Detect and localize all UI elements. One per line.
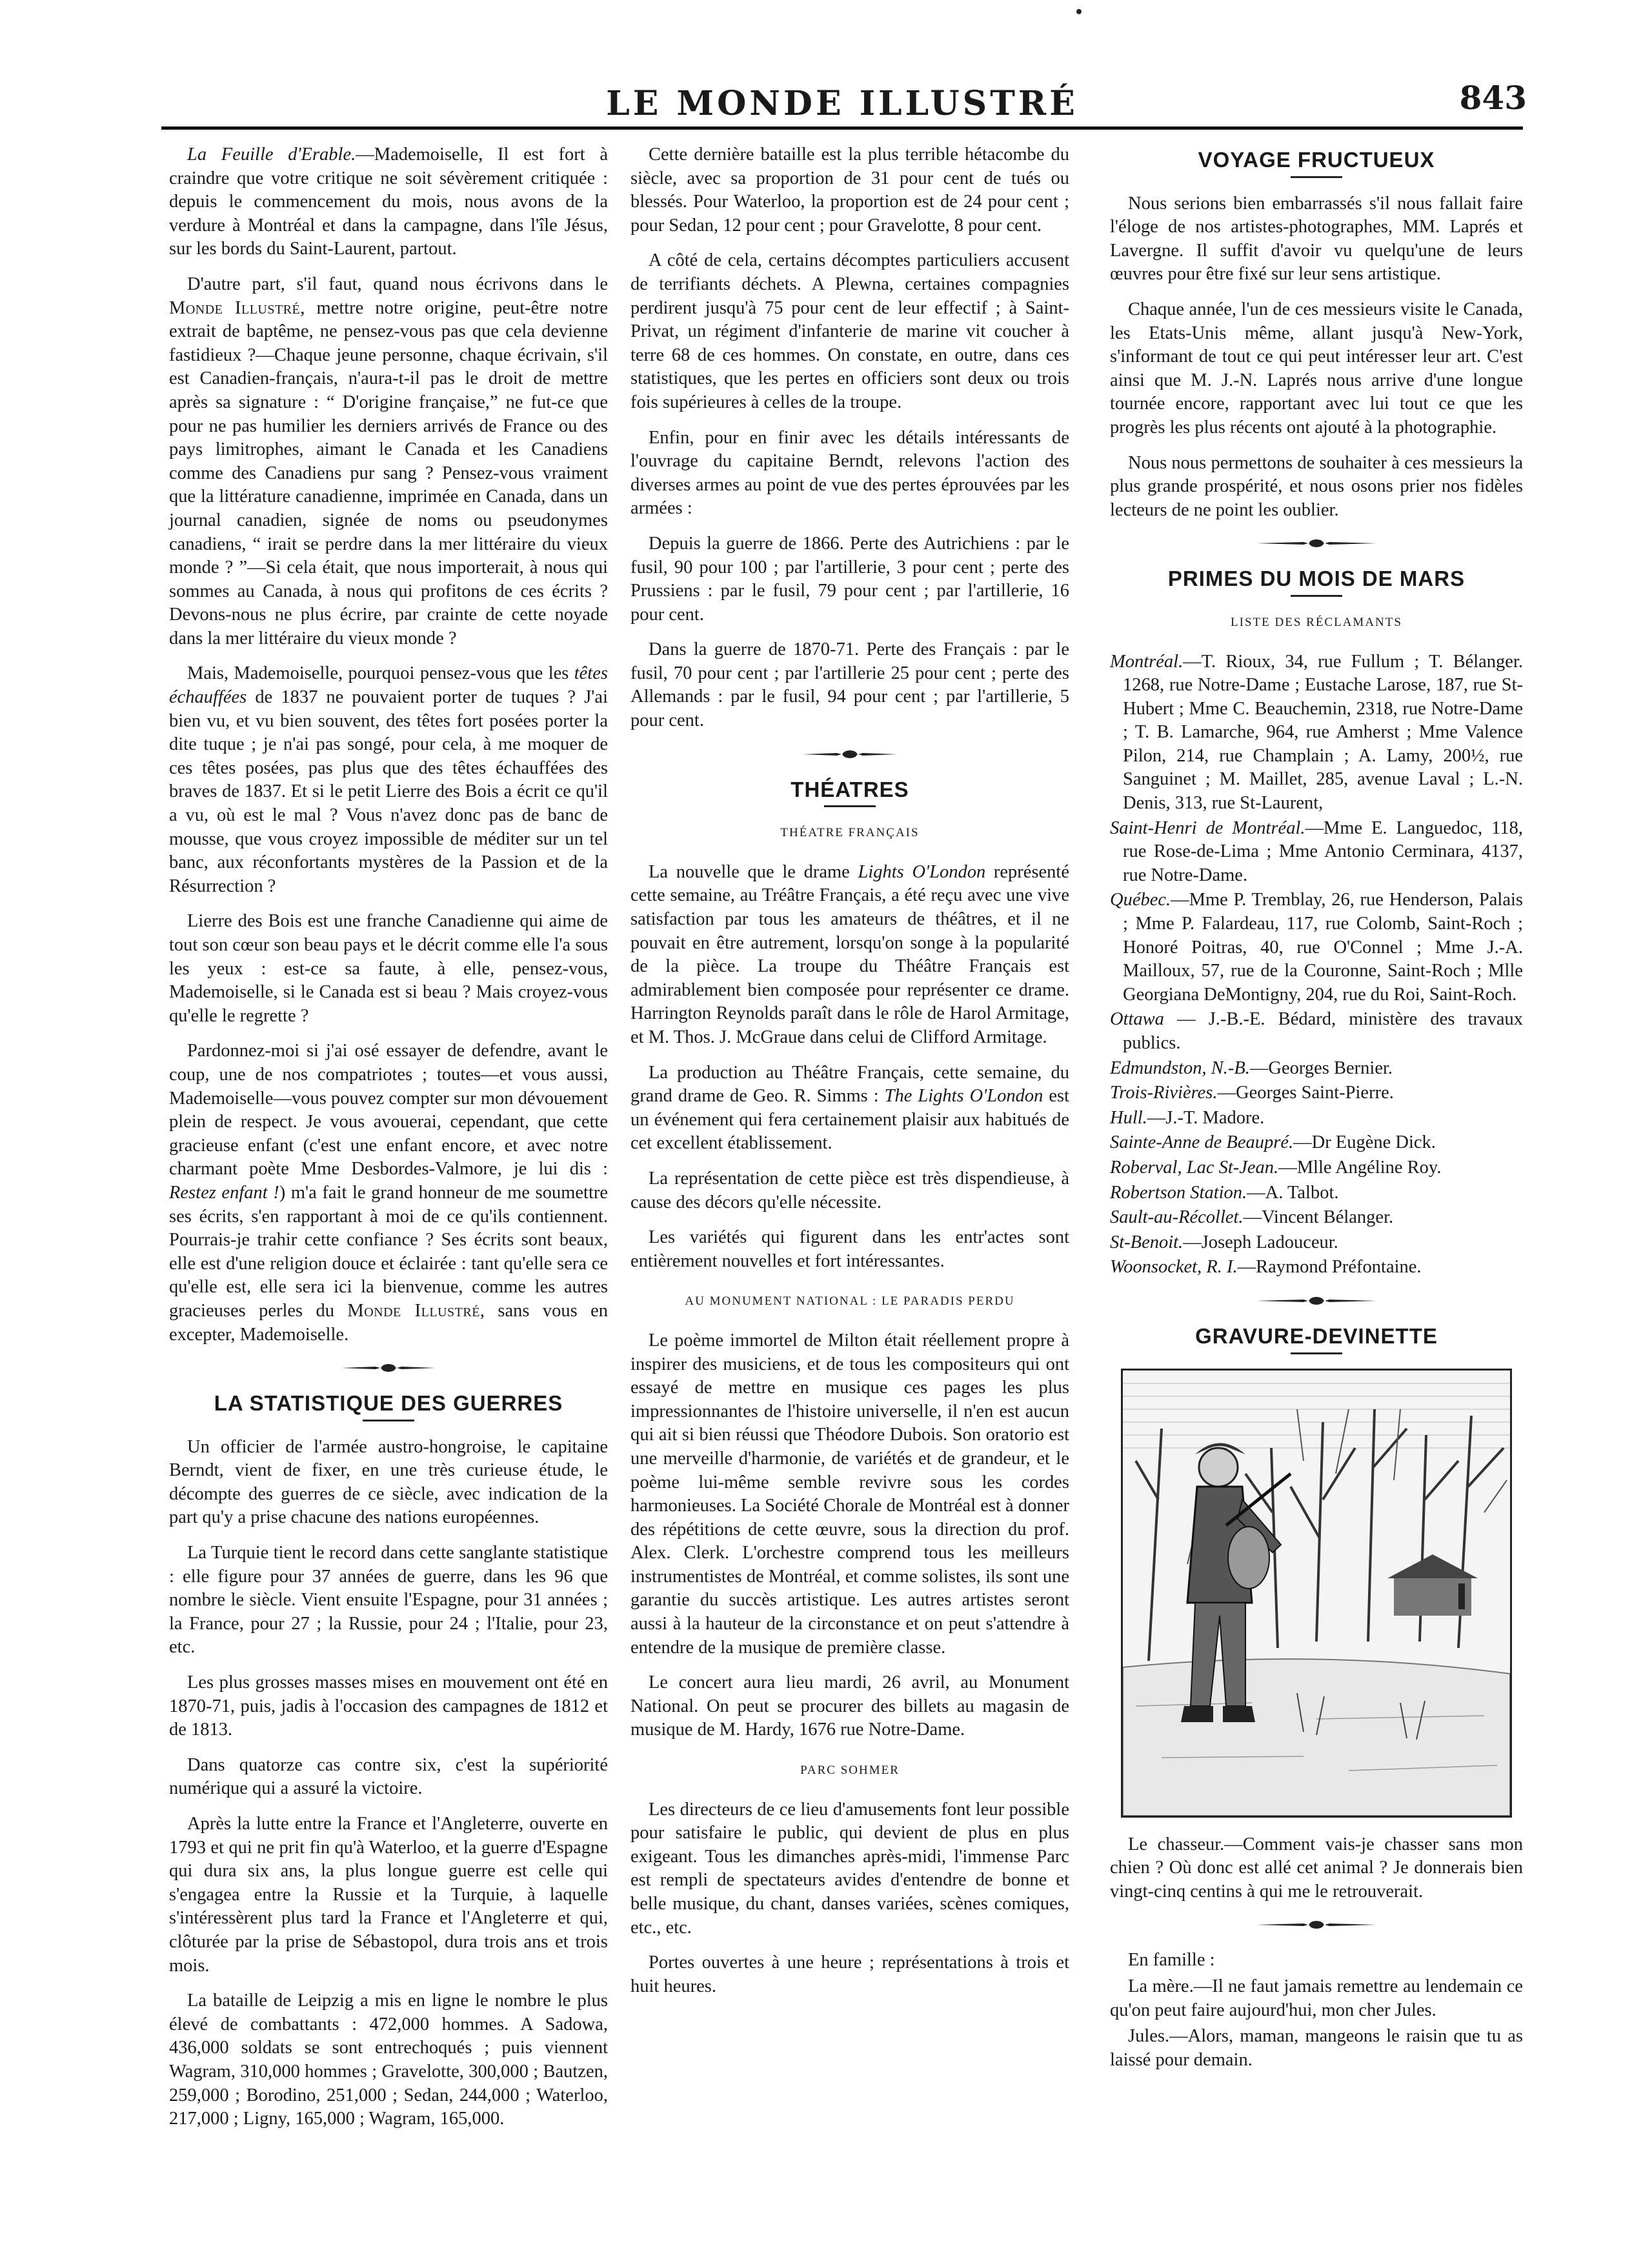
subsection-title: THÉATRE FRANÇAIS <box>780 826 920 840</box>
place-name: Trois-Rivières. <box>1110 1083 1218 1103</box>
page-number: 843 <box>1459 79 1527 117</box>
place-name: Hull. <box>1110 1107 1147 1128</box>
paragraph: Les directeurs de ce lieu d'amusements font leur possible pour satisfaire le public, qui devient de plus en plus exigeant. Tous les dimanches après-midi, l'immense Parc est rempli de spectateurs avides d'entendre de bonne et belle musique, du chant, danses variées, scènes comiques, etc., etc. <box>630 1799 1069 1938</box>
paragraph <box>630 861 1069 1050</box>
paragraph <box>169 662 608 898</box>
paragraph: Chaque année, l'un de ces messieurs visite le Canada, les Etats-Unis même, allant jusqu'à New-York, s'informant de tout ce qui peut intéresser leur art. C'est ainsi que M. J.-N. Laprés nous arrive d'une longue tournée encore, rapportant avec lui tout ce que les progrès les plus récents ont ajouté à la photographie. <box>1110 299 1523 437</box>
newspaper-title: LE MONDE ILLUSTRÉ <box>606 84 1078 123</box>
paragraph <box>169 143 608 261</box>
section-title: PRIMES DU MOIS DE MARS <box>1167 567 1466 591</box>
paragraph: La Turquie tient le record dans cette sanglante statistique : elle figure pour 37 années de guerre, dans les 96 que nombre le siècle. Vient ensuite l'Espagne, pour 31 années ; la France, pour 27 ; la Russie, pour 24 ; l'Italie, pour 23, etc. <box>169 1543 608 1658</box>
place-name: Saint-Henri de Montréal. <box>1110 818 1305 838</box>
text: D'autre part, s'il faut, quand nous écrivons dans le <box>187 274 608 294</box>
ornament-divider <box>1255 539 1378 548</box>
place-name: Woonsocket, R. I. <box>1110 1257 1238 1278</box>
text: représenté cette semaine, au Tréâtre Français, a été reçu avec une vive satisfaction par tous les amateurs de théâtres, et il ne pouvait en être autrement, lorsqu'on songe à la popularité de la pièce. La troupe du Théâtre Français est admirablement bien composée pour représenter ce drame. Harrington Reynolds paraît dans le rôle de Harol Armitage, et M. Thos. J. McGraue dans celui de Clifford Armitage. <box>630 861 1069 1047</box>
masthead <box>161 76 1527 128</box>
list-item <box>1110 1107 1523 1130</box>
title-rule <box>824 805 876 807</box>
list-item <box>1110 1256 1523 1280</box>
ornament-divider <box>340 1363 437 1372</box>
column-1 <box>169 143 608 2143</box>
text: Pardonnez-moi si j'ai osé essayer de defendre, avant le coup, une de nos compatriotes ; toutes—et vous aussi, Mademoiselle—vous pouvez compter sur mon dévouement plein de respect. Je vous avouerai, cependant, que cette gracieuse enfant (c'est une enfant encore, et avec notre charmant poète Mme Desbordes-Valmore, je lui dis : <box>169 1041 608 1180</box>
text: de 1837 ne pouvaient porter de tuques ? J'ai bien vu, et vu bien souvent, des têtes fort posées porter la dite tuque ; je n'ai pas songé, pour cela, à me moquer de ces têtes posées, pas plus que des têtes échauffées des braves de 1837. Et si le petit Lierre des Bois a écrit ce qu'il a vu, où est le mal ? Vous n'avez donc pas de banc de mousse, que vous croyez impossible de méditer sur un tel banc, aux réconfortants mystères de la Passion et de la Résurrection ? <box>169 687 608 896</box>
emphasis: Restez enfant ! <box>169 1182 279 1203</box>
list-item <box>1110 889 1523 1007</box>
text: —Dr Eugène Dick. <box>1293 1132 1436 1153</box>
list-item <box>1110 650 1523 816</box>
text: ) m'a fait le grand honneur de me soumettre ses écrits, s'en rapportant à moi de ce qu'ils contiennent. Pourrais-je trahir cette confiance ? Ses écrits sont beaux, elle est d'une religion douce et éclairée : tant qu'elle sera ce qu'elle est, elle sera ici la bienvenue, comme les autres gracieuses perles du <box>169 1182 609 1321</box>
text: —Georges Saint-Pierre. <box>1217 1083 1394 1103</box>
place-name: Edmundston, N.-B. <box>1110 1058 1250 1078</box>
paragraph: Après la lutte entre la France et l'Angleterre, ouverte en 1793 et qui ne prit fin qu'à Waterloo, et la guerre d'Espagne qui dura six ans, la plus longue guerre est celle qui s'engagea entre la Russie et la Turquie, à laquelle s'intéressèrent plus tard la France et l'Angleterre et qui, clôturée par la prise de Sébastopol, dura trois ans et trois mois. <box>169 1814 608 1976</box>
paragraph: Dans la guerre de 1870-71. Perte des Français : par le fusil, 70 pour cent ; par l'artillerie 25 pour cent ; perte des Allemands : par le fusil, 94 pour cent ; par l'artillerie, 5 pour cent. <box>630 639 1069 731</box>
text: La production au Théâtre Français, cette semaine, du grand drame de Geo. R. Simms : <box>630 1062 1069 1107</box>
text: —J.-T. Madore. <box>1147 1107 1265 1128</box>
column-title: La Feuille d'Erable. <box>187 145 356 165</box>
place-name: Ottawa <box>1110 1009 1164 1030</box>
paragraph: Le concert aura lieu mardi, 26 avril, au Monument National. On peut se procurer des billets au magasin de musique de M. Hardy, 1676 rue Notre-Dame. <box>630 1672 1069 1740</box>
paragraph: Les variétés qui figurent dans les entr'actes sont entièrement nouvelles et fort intéressantes. <box>630 1227 1069 1271</box>
list-item <box>1110 1231 1523 1255</box>
play-title: Lights O'London <box>858 861 986 882</box>
text: —Raymond Préfontaine. <box>1237 1257 1422 1278</box>
subsection-title: LISTE DES RÉCLAMANTS <box>1231 615 1402 629</box>
list-item <box>1110 817 1523 888</box>
text: —A. Talbot. <box>1247 1182 1339 1203</box>
list-item <box>1110 1008 1523 1055</box>
header-rule <box>161 126 1523 130</box>
text: —T. Rioux, 34, rue Fullum ; T. Bélanger. 1268, rue Notre-Dame ; Eustache Larose, 187, rue St-Hubert ; Mme C. Beauchemin, 2318, rue Notre-Dame ; T. B. Lamarche, 964, rue Amherst ; Mme Valence Pilon, 214, rue Champlain ; A. Lamy, 200½, rue Sanguinet ; M. Maillet, 285, avenue Laval ; L.-N. Denis, 313, rue St-Laurent, <box>1123 651 1523 814</box>
ornament-divider <box>801 750 898 759</box>
text: —Vincent Bélanger. <box>1243 1207 1394 1228</box>
list-item <box>1110 1057 1523 1081</box>
place-name: Sault-au-Récollet. <box>1110 1207 1244 1228</box>
place-name: Montréal. <box>1110 651 1184 672</box>
section-title: GRAVURE-DEVINETTE <box>1195 1323 1438 1348</box>
title-rule <box>1291 1352 1342 1354</box>
paragraph: Le poème immortel de Milton était réellement propre à inspirer des musiciens, et de tous les compositeurs qui ont essayé de mettre en musique ces pages les plus impressionnantes de l'histoire universelle, il n'en est aucun qui ait si bien réussi que Théodore Dubois. Son oratorio est une merveille d'harmonie, de variétés et de grandeur, et le poème lui-même semble revivre sous les cordes harmonieuses. La Société Chorale de Montréal est à donner des répétitions de cette œuvre, sous la direction du prof. Alex. Clerk. L'orchestre comprend tous les meilleurs instrumentistes de Montréal, et comme solistes, ils sont une garantie du succès artistique. Les autres artistes seront aussi à la hauteur de la circonstance et on peut s'attendre à entendre de la musique de première classe. <box>630 1330 1069 1658</box>
text: Mais, Mademoiselle, pourquoi pensez-vous que les <box>187 663 574 684</box>
title-rule <box>363 1420 414 1421</box>
paragraph <box>630 1061 1069 1156</box>
subsection-title: AU MONUMENT NATIONAL : LE PARADIS PERDU <box>685 1294 1015 1309</box>
hunter-engraving <box>1121 1369 1512 1818</box>
list-item <box>1110 1181 1523 1205</box>
title-rule <box>1291 595 1342 597</box>
play-title: The Lights O'London <box>884 1086 1043 1107</box>
ornament-divider <box>1255 1920 1378 1929</box>
journal-name: Monde Illustré <box>169 297 301 318</box>
paragraph: En famille : <box>1128 1950 1215 1971</box>
paragraph: Cette dernière bataille est la plus terrible hétacombe du siècle, avec sa proportion de 31 pour cent de tués ou blessés. Pour Waterloo, la proportion est de 24 pour cent ; pour Sedan, 12 pour cent ; pour Gravelotte, 8 pour cent. <box>630 145 1069 236</box>
paragraph: La bataille de Leipzig a mis en ligne le nombre le plus élevé de combattants : 472,000 hommes. A Sadowa, 436,000 soldats se sont entrechoqués ; puis viennent Wagram, 310,000 hommes ; Gravelotte, 300,000 ; Bautzen, 259,000 ; Borodino, 251,000 ; Sedan, 244,000 ; Waterloo, 217,000 ; Ligny, 165,000 ; Wagram, 165,000. <box>169 1991 608 2129</box>
title-rule <box>1291 176 1342 178</box>
paragraph: Nous nous permettons de souhaiter à ces messieurs la plus grande prospérité, et nous osons prier nos fidèles lecteurs de ne point les oublier. <box>1110 452 1523 520</box>
place-name: Sainte-Anne de Beaupré. <box>1110 1132 1294 1153</box>
place-name: Québec. <box>1110 890 1171 910</box>
text: —Mme P. Tremblay, 26, rue Henderson, Palais ; Mme P. Falardeau, 117, rue Colomb, Saint-Roch ; Honoré Poitras, 40, rue O'Connel ; Mme J.-A. Mailloux, 57, rue de la Couronne, Saint-Roch ; Mlle Georgiana DeMontigny, 204, rue du Roi, Saint-Roch. <box>1123 890 1523 1005</box>
paragraph: Lierre des Bois est une franche Canadienne qui aime de tout son cœur son beau pays et le décrit comme elle l'a sous les yeux : est-ce sa faute, à elle, pensez-vous, Mademoiselle, si le Canada est si beau ? Mais croyez-vous qu'elle le regrette ? <box>169 911 608 1026</box>
subsection-title: PARC SOHMER <box>800 1763 900 1778</box>
claimants-list <box>1110 650 1523 1280</box>
section-title: VOYAGE FRUCTUEUX <box>1198 148 1435 172</box>
text: —Mademoiselle, Il est fort à craindre que votre critique ne soit sévèrement critiquée : depuis le commencement du mois, nous avons de la verdure à Montréal et dans la campagne, dans l'île Jésus, sur les bords du Saint-Laurent, partout. <box>169 145 608 259</box>
emphasis: têtes échauffées <box>169 663 608 708</box>
paragraph: Un officier de l'armée austro-hongroise, le capitaine Berndt, vient de fixer, en une très curieuse étude, le décompte des guerres de ce siècle, avec indication de la part qu'y a prise chacune des nations européennes. <box>169 1436 608 1528</box>
list-item <box>1110 1131 1523 1155</box>
column-2 <box>630 143 1069 2010</box>
text: —Mme E. Languedoc, 118, rue Rose-de-Lima ; Mme Antonio Cerminara, 4137, rue Notre-Dame. <box>1123 818 1523 885</box>
section-title: LA STATISTIQUE DES GUERRES <box>214 1391 563 1416</box>
paragraph <box>169 273 608 651</box>
text: , sans vous en excepter, Mademoiselle. <box>169 1300 608 1345</box>
place-name: St-Benoit. <box>1110 1232 1184 1252</box>
text: est un événement qui fera certainement plaisir aux habitués de cet excellent établissement. <box>630 1086 1069 1154</box>
place-name: Robertson Station. <box>1110 1182 1247 1203</box>
journal-name: Monde Illustré <box>347 1300 480 1321</box>
paragraph: Portes ouvertes à une heure ; représentations à trois et huit heures. <box>630 1953 1069 1996</box>
list-item <box>1110 1081 1523 1105</box>
paragraph: Les plus grosses masses mises en mouvement ont été en 1870-71, puis, jadis à l'occasion des campagnes de 1812 et de 1813. <box>169 1672 608 1740</box>
list-item <box>1110 1156 1523 1180</box>
column-3 <box>1110 143 1523 2083</box>
paragraph: Jules.—Alors, maman, mangeons le raisin que tu as laissé pour demain. <box>1110 2026 1523 2070</box>
paragraph <box>169 1039 608 1347</box>
paragraph: La mère.—Il ne faut jamais remettre au lendemain ce qu'on peut faire aujourd'hui, mon cher Jules. <box>1110 1976 1523 2020</box>
paragraph: Dans quatorze cas contre six, c'est la supériorité numérique qui a assuré la victoire. <box>169 1754 608 1799</box>
paragraph: Nous serions bien embarrassés s'il nous fallait faire l'éloge de nos artistes-photographes, MM. Laprés et Lavergne. Il suffit d'avoir vu quelqu'une de leurs œuvres pour être fixé sur leur sens artistique. <box>1110 193 1523 285</box>
paragraph: Le chasseur.—Comment vais-je chasser sans mon chien ? Où donc est allé cet animal ? Je donnerais bien vingt-cinq centins à qui me le retrouverait. <box>1110 1834 1523 1902</box>
paragraph: Enfin, pour en finir avec les détails intéressants de l'ouvrage du capitaine Berndt, relevons l'action des diverses armes au point de vue des pertes éprouvées par les armées : <box>630 427 1069 519</box>
text: —Joseph Ladouceur. <box>1183 1232 1338 1252</box>
text: —Mlle Angéline Roy. <box>1278 1157 1442 1178</box>
place-name: Roberval, Lac St-Jean. <box>1110 1157 1279 1178</box>
paragraph: A côté de cela, certains décomptes particuliers accusent de terrifiants déchets. A Plewna, certaines compagnies perdirent jusqu'à 75 pour cent de leur effectif ; à Saint-Privat, un régiment d'infanterie de marine vit coucher à terre 68 de ces hommes. On constate, en outre, dans ces statistiques, que les pertes en officiers sont deux ou trois fois supérieures à celles de la troupe. <box>630 250 1069 412</box>
text: , mettre notre origine, peut-être notre extrait de baptême, ne pensez-vous pas que cela devienne fastidieux ?—Chaque jeune personne, chaque écrivain, s'il est Canadien-français, n'aura-t-il pas le droit de mettre après sa signature : “ D'origine française,” ne fut-ce que pour ne pas humilier les derniers arrivés de France ou des pays limitrophes, aimant le Canada et les Canadiens comme des Canadiens pur sang ? Pensez-vous vraiment que la littérature canadienne, imprimée en Canada, dans un journal canadien, signée de noms ou pseudonymes canadiens, “ irait se perdre dans la mer littéraire du vieux monde ? ”—Si cela était, que nous importerait, à nous qui sommes au Canada, à nous qui profitons de ces écrits ? Devons-nous ne plus écrire, par crainte de cette noyade dans la mer littéraire du vieux monde ? <box>169 297 609 648</box>
text: La nouvelle que le drame <box>649 861 858 882</box>
paragraph: La représentation de cette pièce est très dispendieuse, à cause des décors qu'elle nécessite. <box>630 1168 1069 1212</box>
paragraph: Depuis la guerre de 1866. Perte des Autrichiens : par le fusil, 90 pour 100 ; par l'artillerie, 3 pour cent ; perte des Prussiens : par le fusil, 79 pour cent ; par l'artillerie, 16 pour cent. <box>630 533 1069 625</box>
ornament-divider <box>1255 1296 1378 1305</box>
section-title: THÉATRES <box>791 777 909 801</box>
list-item <box>1110 1206 1523 1230</box>
text: —Georges Bernier. <box>1249 1058 1393 1078</box>
text: — J.-B.-E. Bédard, ministère des travaux publics. <box>1123 1009 1523 1053</box>
print-speck <box>1076 9 1082 14</box>
